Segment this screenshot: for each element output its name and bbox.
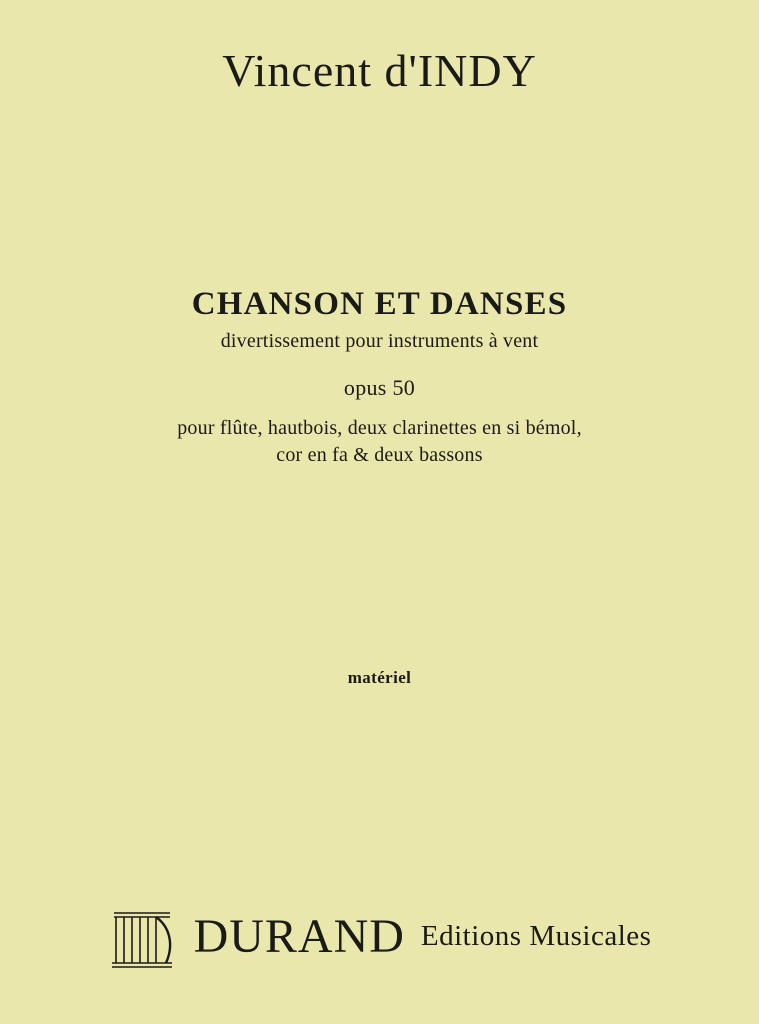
- instrumentation: [0, 415, 759, 469]
- publisher-name: DURAND: [193, 910, 405, 963]
- opus-number: opus 50: [343, 375, 416, 401]
- instrumentation-line-1: pour flûte, hautbois, deux clarinettes en si bémol,: [177, 417, 582, 440]
- title-block: [0, 286, 759, 469]
- publisher-tagline: Editions Musicales: [420, 919, 652, 952]
- work-title: CHANSON ET DANSES: [191, 286, 568, 322]
- composer-name: Vincent d'INDY: [222, 45, 537, 96]
- publisher-footer: [0, 905, 759, 973]
- durand-harp-logo-icon: [108, 905, 180, 973]
- edition-type-label: matériel: [347, 668, 412, 687]
- instrumentation-line-2: cor en fa & deux bassons: [276, 444, 483, 467]
- work-subtitle: divertissement pour instruments à vent: [220, 330, 539, 353]
